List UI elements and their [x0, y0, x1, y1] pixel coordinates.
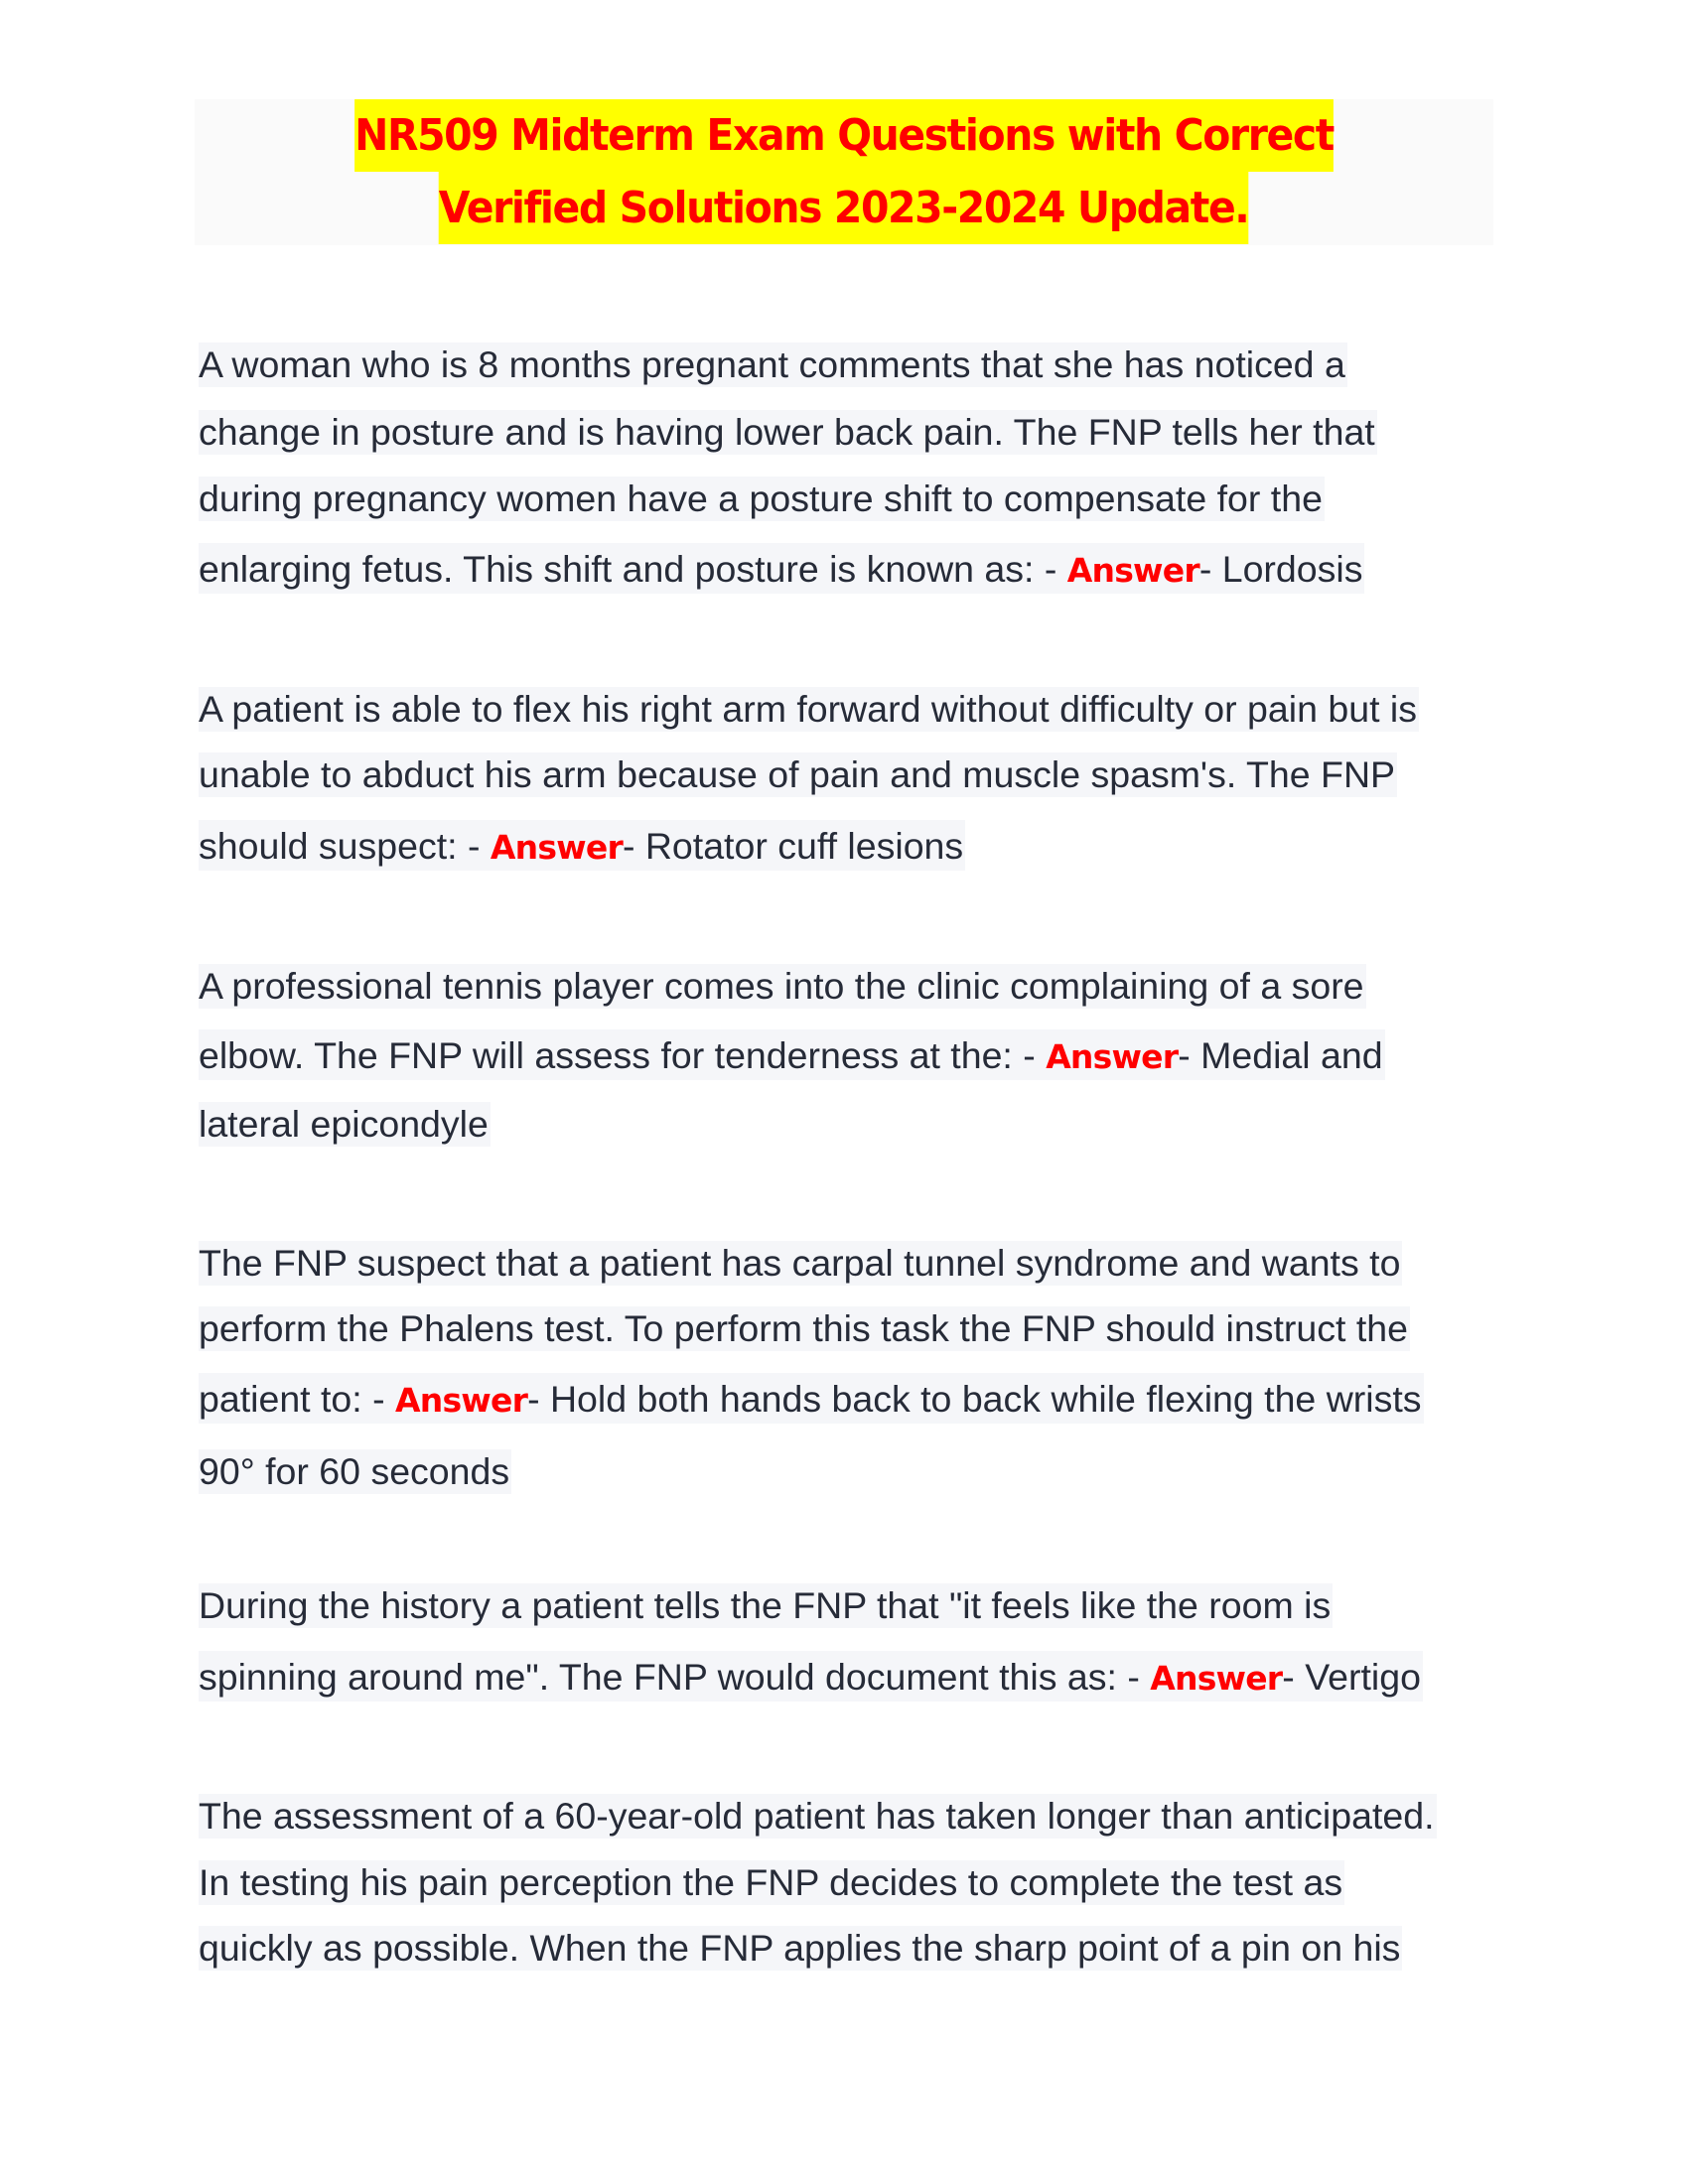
answer-line — [199, 1029, 1385, 1080]
answer-line — [199, 820, 965, 871]
text-line: unable to abduct his arm because of pain and muscle spasm's. The FNP — [199, 753, 1396, 795]
answer-text: - Lordosis — [1198, 548, 1363, 590]
title-line-1: NR509 Midterm Exam Questions with Correct — [354, 99, 1334, 172]
answer-text: - Rotator cuff lesions — [622, 825, 964, 867]
answer-label: Answer — [395, 1381, 528, 1420]
answer-label: Answer — [1150, 1659, 1283, 1698]
answer-text: - Vertigo — [1282, 1656, 1421, 1698]
document-title — [195, 99, 1493, 245]
text-line: A professional tennis player comes into the clinic complaining of a sore — [199, 965, 1364, 1007]
text-line: The assessment of a 60-year-old patient has taken longer than anticipated. — [199, 1795, 1435, 1837]
answer-line — [199, 1373, 1424, 1424]
answer-line — [199, 1651, 1423, 1702]
text-line: lateral epicondyle — [199, 1103, 489, 1145]
text-line: quickly as possible. When the FNP applies the sharp point of a pin on his — [199, 1927, 1401, 1969]
title-line-2: Verified Solutions 2023-2024 Update. — [439, 172, 1249, 244]
answer-text: - Medial and — [1178, 1034, 1383, 1076]
answer-label: Answer — [1046, 1037, 1179, 1076]
question-text: enlarging fetus. This shift and posture is known as: - — [199, 548, 1067, 590]
question-text: should suspect: - — [199, 825, 491, 867]
answer-label: Answer — [490, 828, 623, 867]
text-line: during pregnancy women have a posture shift to compensate for the — [199, 478, 1323, 519]
text-line: 90° for 60 seconds — [199, 1450, 510, 1492]
text-line: During the history a patient tells the FNP that "it feels like the room is — [199, 1584, 1332, 1626]
text-line: A woman who is 8 months pregnant comments that she has noticed a — [199, 343, 1345, 385]
text-line: In testing his pain perception the FNP decides to complete the test as — [199, 1861, 1343, 1903]
answer-line — [199, 543, 1364, 594]
text-line: change in posture and is having lower back pain. The FNP tells her that — [199, 411, 1375, 453]
question-text: elbow. The FNP will assess for tenderness at the: - — [199, 1034, 1047, 1076]
answer-text: - Hold both hands back to back while flexing the wrists — [527, 1378, 1422, 1420]
question-text: patient to: - — [199, 1378, 396, 1420]
question-text: spinning around me". The FNP would document this as: - — [199, 1656, 1151, 1698]
text-line: The FNP suspect that a patient has carpal tunnel syndrome and wants to — [199, 1242, 1401, 1284]
text-line: perform the Phalens test. To perform this task the FNP should instruct the — [199, 1307, 1408, 1349]
text-line: A patient is able to flex his right arm forward without difficulty or pain but is — [199, 688, 1417, 730]
answer-label: Answer — [1066, 551, 1199, 590]
